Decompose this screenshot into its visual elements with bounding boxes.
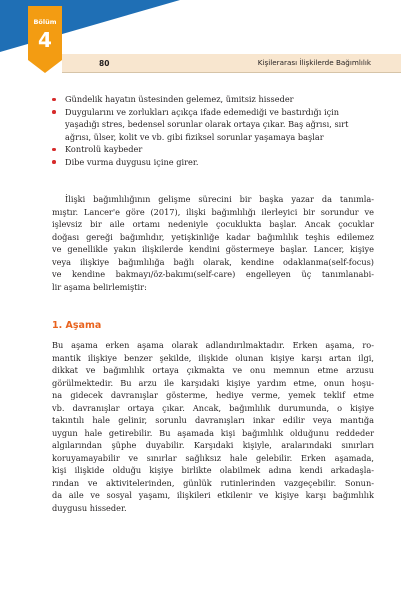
list-item: Gündelik hayatın üstesinden gelemez, ümitsiz hisseder xyxy=(52,93,377,106)
running-title: Kişilerarası İlişkilerde Bağımlılık xyxy=(257,58,371,67)
header-divider xyxy=(62,72,401,73)
bullet-icon xyxy=(52,160,56,164)
bullet-icon xyxy=(52,110,56,114)
bullet-icon xyxy=(52,98,56,102)
body-paragraph: İlişki bağımlılığının gelişme sürecini bir başka yazar da tanımla- mıştır. Lancer'e göre (2017), ilişki bağımlılığı ilerleyici bir sorundur ve işlevsiz bir aile ortamı nedeniyle çocuklukta başlar. Ancak çocuklar doğası gereği bağımlıdır, yetişkinliğe kadar bağımlılık teşhis edilemez ve genellikle yakın ilişkilerde kendini göstermeye başlar. Lancer, kişiye veya ilişkiye bağımlılığa bağlı olarak, kendine odaklanma(self-focus) ve kendine bakmayı/öz-bakımı(self-care) engelleyen üç tanımlanabi- lir aşama belirlemiştir: xyxy=(52,194,374,292)
list-item: Duygularını ve zorlukları açıkça ifade edemediği ve bastırdığı için yaşadığı stres, bedensel sorunlar olarak ortaya çıkar. Baş ağrısı, sırt ağrısı, ülser, kolit ve vb. gibi fiziksel sorunlar yaşamaya başlar xyxy=(52,106,377,144)
list-item: Kontrolü kaybeder xyxy=(52,143,377,156)
symptom-list xyxy=(52,93,377,169)
bullet-icon xyxy=(52,148,56,152)
chapter-badge xyxy=(28,6,62,60)
list-item: Dibe vurma duygusu içine girer. xyxy=(52,156,377,169)
section-heading: 1. Aşama xyxy=(52,320,102,331)
body-paragraph: Bu aşama erken aşama olarak adlandırılmaktadır. Erken aşama, ro- mantik ilişkiye benzer şekilde, ilişkide olunan kişiye karşı artan ilgi, dikkat ve bağımlılık ortaya çıkmakta ve onu memnun etme arzusu görülmektedir. Bu arzu ile karşıdaki kişiye yardım etme, onun hoşu- na gidecek davranışlar gösterme, hediye verme, yemek teklif etme vb. davranışlar ortaya çıkar. Ancak, bağımlılık durumunda, o kişiye takıntılı hale gelinir, sorunlu davranışları inkar edilir veya mantığa uygun hale getirebilir. Bu aşamada kişi bağımlılık olduğunu reddeder algılarından şüphe duyabilir. Karşıdaki kişiyle, aralarındaki sınırları koruyamayabilir ve sınırlar sağlıksız hale gelebilir. Erken aşamada, kişi ilişkide olduğu kişiye birlikte olabilmek adına kendi arkadaşla- rından ve aktivitelerinden, günlük rutinlerinden vazgeçebilir. Sonun- da aile ve sosyal yaşamı, ilişkileri etkilenir ve kişiye karşı bağımlılık duygusu hisseder. xyxy=(52,340,374,513)
header-blue-triangle xyxy=(0,0,180,52)
chapter-number: 4 xyxy=(38,28,52,52)
chapter-label: Bölüm xyxy=(33,18,57,26)
page-number: 80 xyxy=(99,59,110,68)
